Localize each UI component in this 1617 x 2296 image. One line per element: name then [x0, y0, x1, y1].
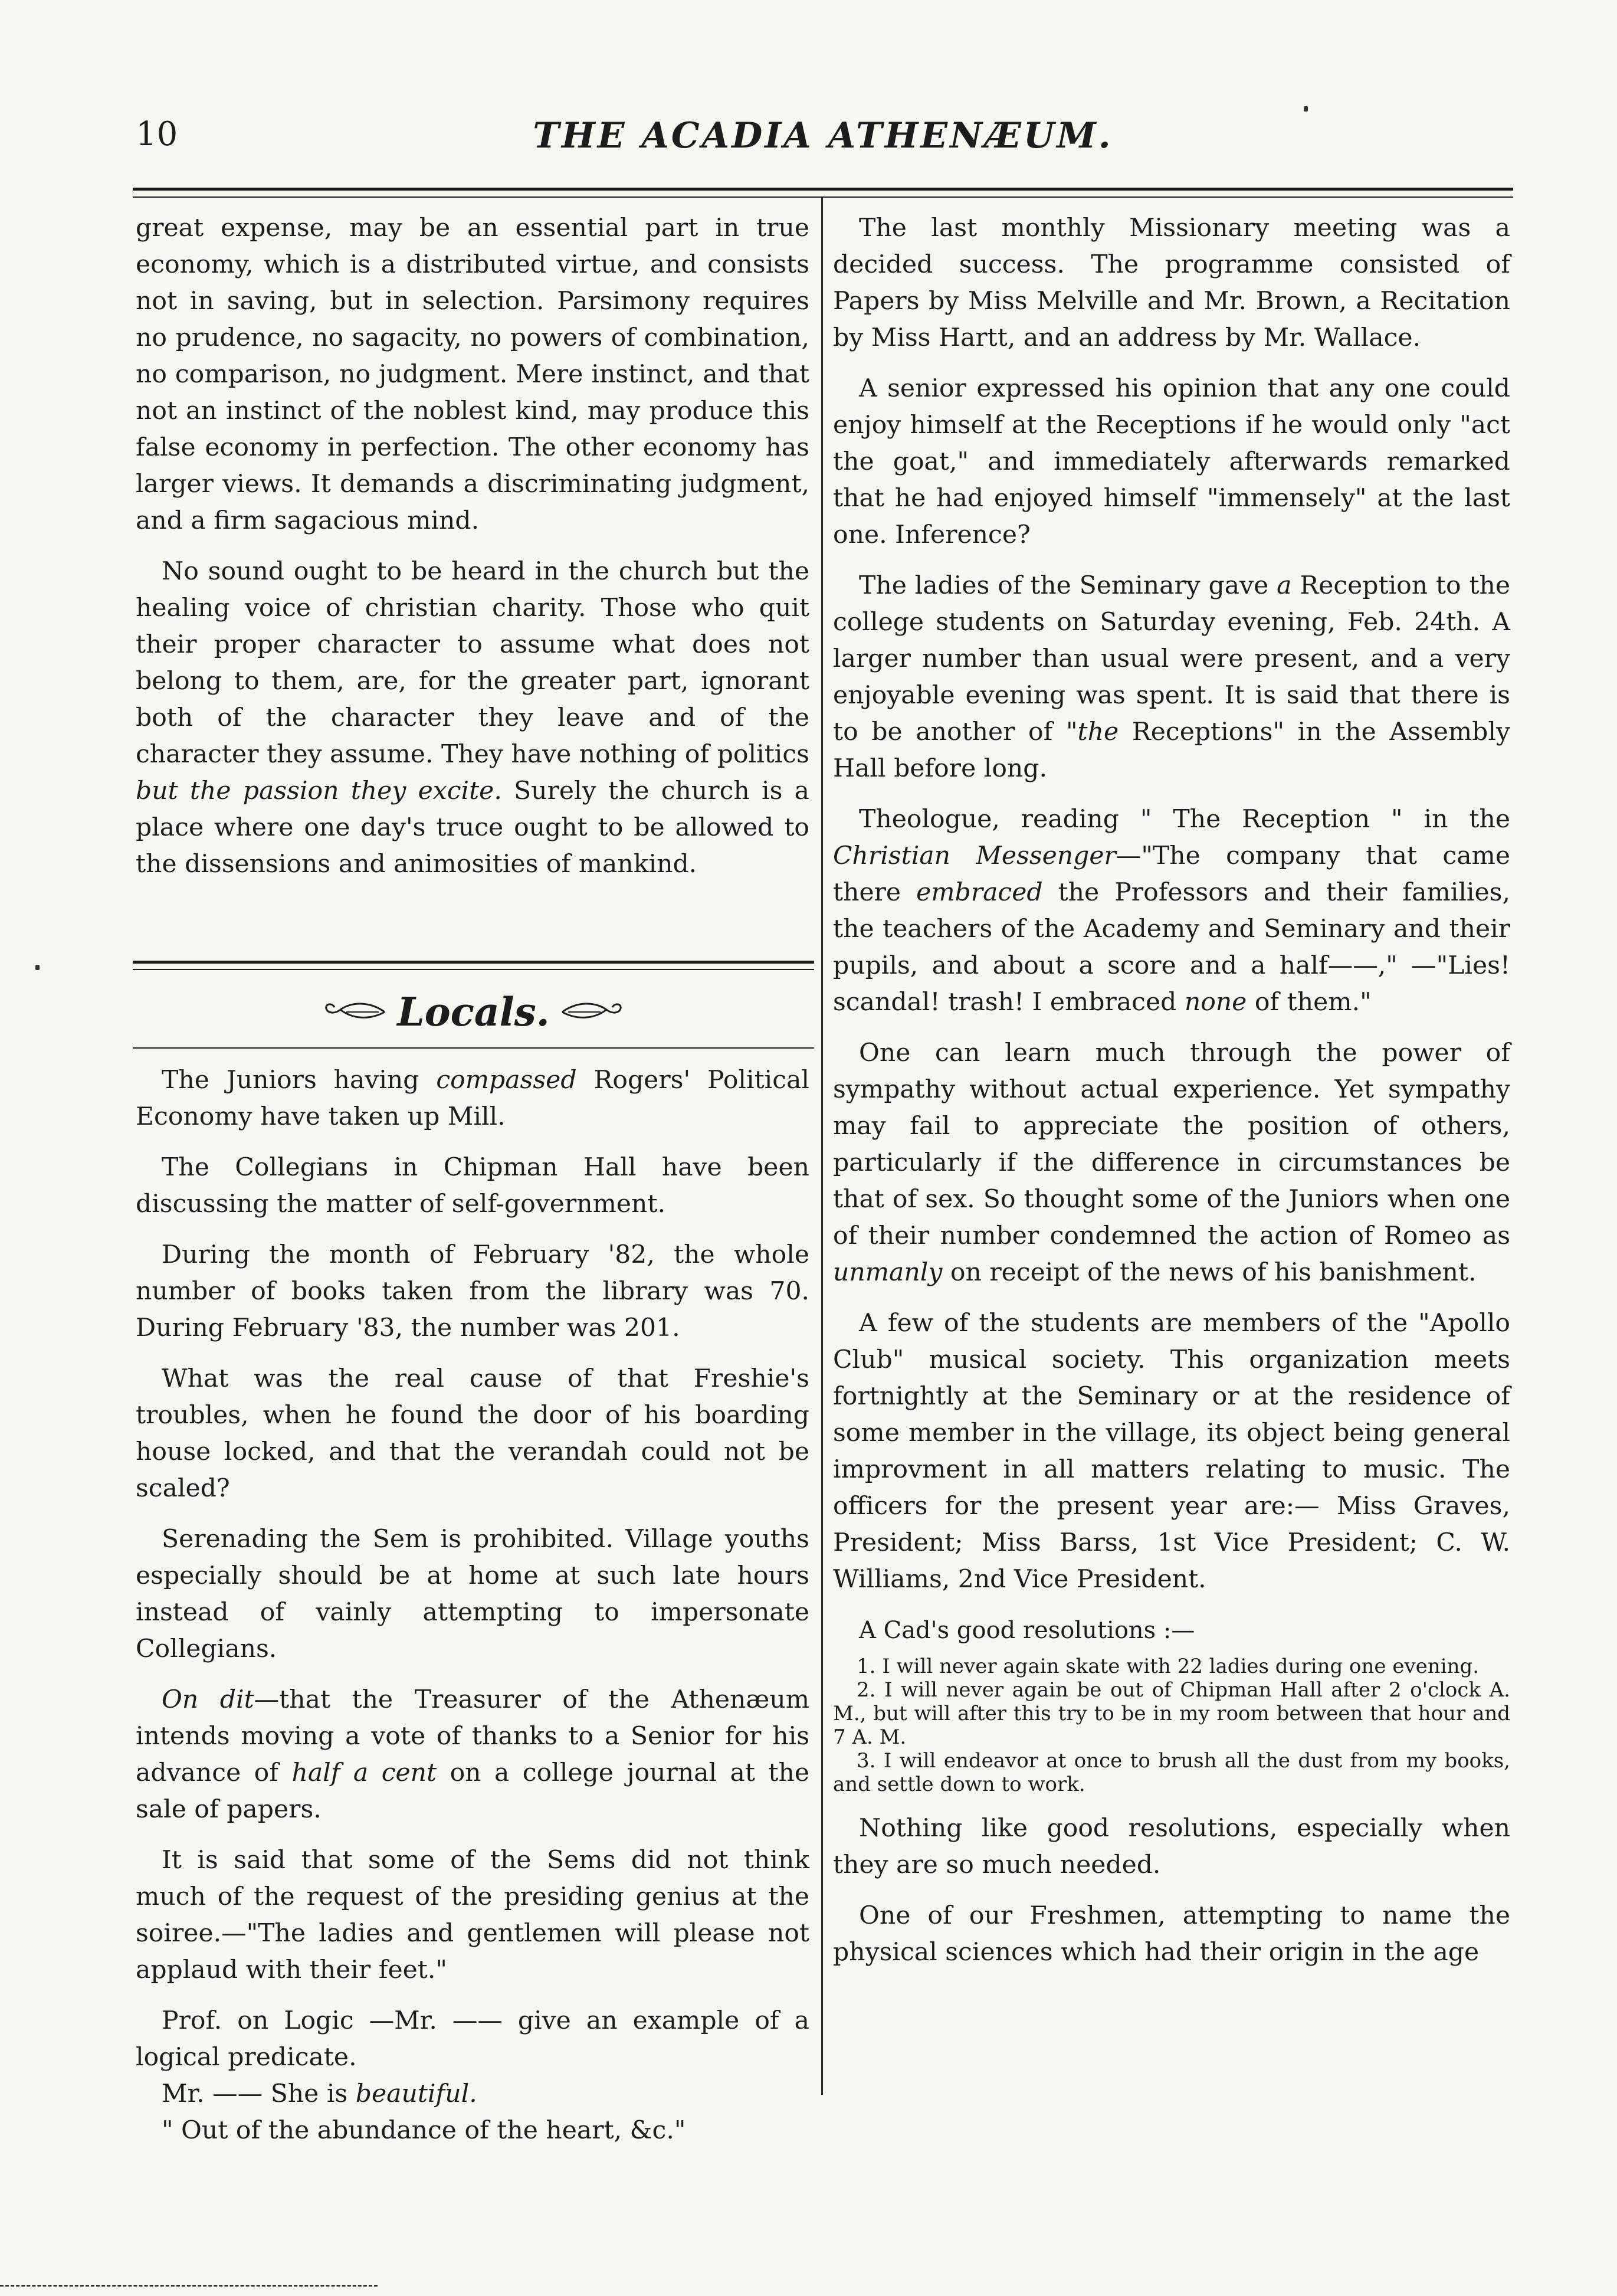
right-flourish-icon [559, 999, 624, 1025]
text-run: the Professors and their families, the teachers of the Academy and Seminary and their pupils, and about a score and a half——," —"Lies! scandal! trash! I embraced [833, 878, 1510, 1017]
header-rule-thin [133, 196, 1513, 198]
italic-run: compassed [436, 1066, 577, 1095]
text-run: on receipt of the news of his banishment. [942, 1258, 1477, 1287]
locals-item: The Collegians in Chipman Hall have been discussing the matter of self-government. [136, 1153, 809, 1219]
text-run: Reception to the college students on Saturday evening, Feb. 24th. A larger number than usual were present, and a very enjoyable evening was spent. It is said that there is to be another of " [833, 571, 1510, 746]
text-run: Theologue, reading " The Reception " in the [859, 805, 1510, 834]
locals-item [136, 1062, 809, 1135]
locals-item [833, 1035, 1510, 1291]
locals-item: A senior expressed his opinion that any one could enjoy himself at the Receptions if he would only "act the goat," and immediately afterwards remarked that he had enjoyed himself "immensely" at the last one. Inference? [833, 374, 1510, 549]
locals-item [136, 2076, 809, 2112]
text-run: No sound ought to be heard in the church but the healing voice of christian charity. Those who quit their proper character to assume what does not belong to them, are, for the greater part, ignorant both of the character they leave and of the character they assume. They have nothing of politics [136, 557, 809, 769]
page-number: 10 [136, 115, 178, 153]
locals-item: Serenading the Sem is prohibited. Village youths especially should be at home at such late hours instead of vainly attempting to impersonate Collegians. [136, 1525, 809, 1663]
left-flourish-icon [323, 999, 388, 1025]
locals-title: Locals. [397, 989, 550, 1035]
bottom-edge-dashes [0, 2285, 378, 2288]
text-run: Mr. —— She is [162, 2079, 356, 2108]
locals-heading [133, 980, 814, 1044]
locals-item: Prof. on Logic —Mr. —— give an example of a logical predicate. [136, 2006, 809, 2072]
text-run: on a college journal at the sale of papers. [136, 1758, 810, 1824]
italic-run: beautiful. [355, 2079, 477, 2108]
text-run: Receptions" in the Assembly Hall before long. [833, 718, 1510, 783]
economy-paragraph: great expense, may be an essential part in true economy, which is a distributed virtue, and consists not in saving, but in selection. Parsimony requires no prudence, no sagacity, no powers of combination, no comparison, no judgment. Mere instinct, and that not an instinct of the noblest kind, may produce this false economy in perfection. The other economy has larger views. It demands a discriminating judgment, and a firm sagacious mind. [136, 214, 809, 535]
running-head [136, 115, 1510, 168]
text-run: The Juniors having [162, 1066, 437, 1095]
journal-title: THE ACADIA ATHENÆUM. [533, 115, 1113, 156]
section-rule-under-heading [133, 1047, 814, 1049]
italic-run: embraced [916, 878, 1043, 907]
locals-item: Nothing like good resolutions, especially when they are so much needed. [833, 1814, 1510, 1879]
list-item: 3. I will endeavor at once to brush all the dust from my books, and settle down to work. [833, 1749, 1510, 1796]
text-run: of them." [1247, 988, 1372, 1017]
section-rule-thick [133, 961, 814, 964]
locals-item [136, 1682, 809, 1828]
locals-item: A few of the students are members of the "Apollo Club" musical society. This organization meets fortnightly at the Seminary or at the residence of some member in the village, its object being general improvment in all matters relating to music. The officers for the present year are:— Miss Graves, President; Miss Barss, 1st Vice President; C. W. Williams, 2nd Vice President. [833, 1309, 1510, 1594]
left-column-article [136, 210, 809, 897]
locals-item: During the month of February '82, the whole number of books taken from the library was 70. During February '83, the number was 201. [136, 1240, 809, 1342]
italic-run: Christian Messenger [833, 841, 1116, 870]
italic-run: but the passion they excite. [136, 777, 502, 805]
print-speck [35, 965, 40, 970]
list-item: 1. I will never again skate with 22 ladies during one evening. [857, 1655, 1480, 1678]
italic-run: On dit [162, 1685, 254, 1714]
italic-run: a [1277, 571, 1292, 600]
locals-column [136, 1062, 809, 2149]
text-run: Rogers' Political Economy have taken up Mill. [136, 1066, 809, 1131]
print-speck [1304, 106, 1308, 112]
text-run: —"The company that came there [833, 841, 1510, 907]
locals-item: What was the real cause of that Freshie's troubles, when he found the door of his boarding house locked, and that the verandah could not be scaled? [136, 1364, 809, 1503]
locals-item: It is said that some of the Sems did not think much of the request of the presiding genius at the soiree.—"The ladies and gentlemen will please not applaud with their feet." [136, 1846, 809, 1984]
resolutions-intro: A Cad's good resolutions :— [859, 1617, 1195, 1644]
header-rule-thick [133, 188, 1513, 191]
column-divider [821, 198, 823, 2095]
text-run: One can learn much through the power of sympathy without actual experience. Yet sympathy may fail to appreciate the position of others, particularly if the difference in circumstances be that of sex. So thought some of the Juniors when one of their number condemned the action of Romeo as [833, 1039, 1510, 1250]
locals-item: One of our Freshmen, attempting to name the physical sciences which had their origin in the age [833, 1901, 1510, 1967]
italic-run: none [1184, 988, 1247, 1017]
locals-item [833, 568, 1510, 787]
locals-item [833, 801, 1510, 1021]
church-paragraph [136, 553, 809, 883]
section-rule-thin [133, 969, 814, 970]
list-item: 2. I will never again be out of Chipman Hall after 2 o'clock A. M., but will after this try to be in my room between that hour and 7 A. M. [833, 1678, 1510, 1749]
locals-item: The last monthly Missionary meeting was a decided success. The programme consisted of Papers by Miss Melville and Mr. Brown, a Recitation by Miss Hartt, and an address by Mr. Wallace. [833, 214, 1510, 352]
right-column [833, 210, 1510, 1971]
text-run: Surely the church is a place where one day's truce ought to be allowed to the dissensions and animosities of mankind. [136, 777, 809, 879]
resolutions-list [833, 1655, 1510, 1796]
italic-run: the [1077, 718, 1119, 746]
text-run: —that the Treasurer of the Athenæum intends moving a vote of thanks to a Senior for his advance of [136, 1685, 809, 1787]
locals-item: " Out of the abundance of the heart, &c." [162, 2116, 686, 2145]
italic-run: unmanly [833, 1258, 943, 1287]
text-run: The ladies of the Seminary gave [859, 571, 1277, 600]
italic-run: half a cent [291, 1758, 437, 1787]
